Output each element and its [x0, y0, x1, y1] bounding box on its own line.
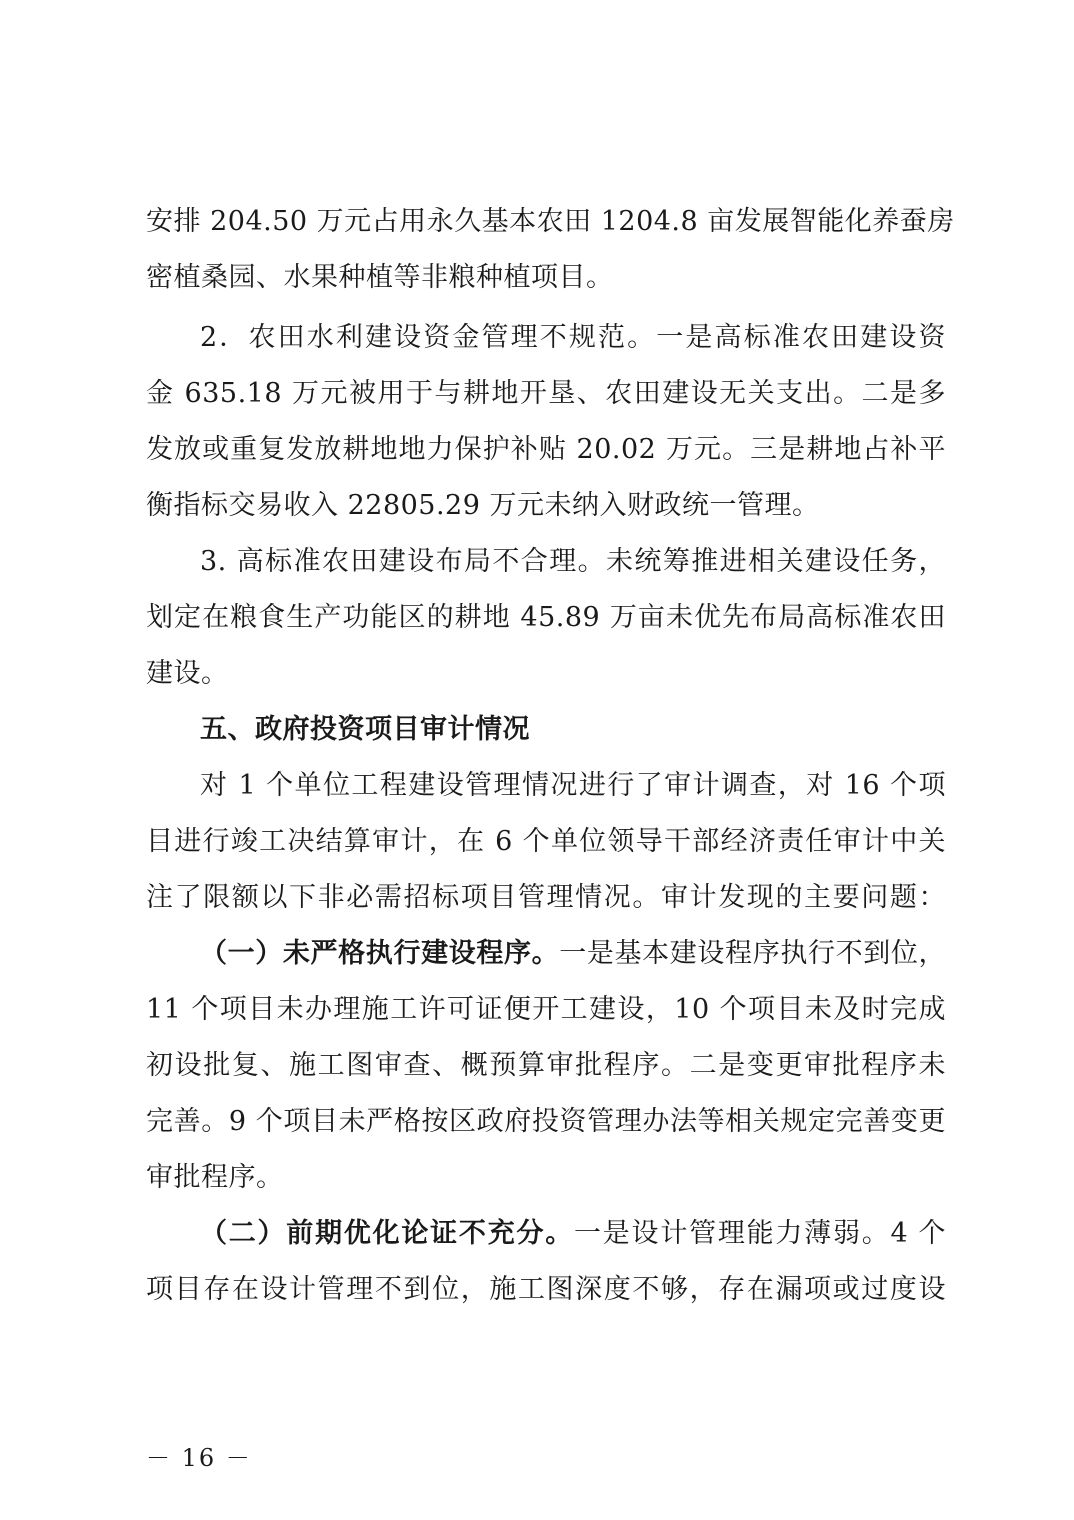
subheading-text: （二）前期优化论证不充分。 — [200, 1218, 575, 1249]
body-text-line: 密植桑园、水果种植等非粮种植项目。 — [146, 262, 614, 293]
body-text-segment: 一是设计管理能力薄弱。4 个 — [574, 1218, 947, 1249]
page-number: － 16 － — [146, 1444, 252, 1472]
section-heading: 五、政府投资项目审计情况 — [200, 714, 530, 745]
body-text-line: 项目存在设计管理不到位，施工图深度不够，存在漏项或过度设 — [146, 1274, 946, 1305]
subheading-text: （一）未严格执行建设程序。 — [200, 938, 560, 969]
body-text-line: 衡指标交易收入 22805.29 万元未纳入财政统一管理。 — [146, 490, 820, 521]
body-text-line: 11 个项目未办理施工许可证便开工建设，10 个项目未及时完成 — [146, 994, 946, 1025]
body-text-line: 初设批复、施工图审查、概预算审批程序。二是变更审批程序未 — [146, 1050, 946, 1081]
body-text-line: 3. 高标准农田建设布局不合理。未统筹推进相关建设任务， — [200, 546, 946, 577]
body-text-line: 安排 204.50 万元占用永久基本农田 1204.8 亩发展智能化养蚕房 — [146, 206, 955, 237]
subheading-paragraph-line — [200, 1206, 946, 1262]
body-text-line: 划定在粮食生产功能区的耕地 45.89 万亩未优先布局高标准农田 — [146, 602, 946, 633]
body-text-line: 2．农田水利建设资金管理不规范。一是高标准农田建设资 — [200, 322, 946, 353]
body-text-segment: 一是基本建设程序执行不到位， — [559, 938, 946, 969]
body-text-line: 注了限额以下非必需招标项目管理情况。审计发现的主要问题： — [146, 882, 946, 913]
body-text-line: 发放或重复发放耕地地力保护补贴 20.02 万元。三是耕地占补平 — [146, 434, 946, 465]
body-text-line: 完善。9 个项目未严格按区政府投资管理办法等相关规定完善变更 — [146, 1106, 946, 1137]
body-text-line: 金 635.18 万元被用于与耕地开垦、农田建设无关支出。二是多 — [146, 378, 946, 409]
subheading-paragraph-line — [200, 926, 946, 982]
body-text-line: 建设。 — [146, 658, 229, 689]
body-text-line: 对 1 个单位工程建设管理情况进行了审计调查，对 16 个项 — [200, 770, 946, 801]
body-text-line: 审批程序。 — [146, 1162, 284, 1193]
body-text-line: 目进行竣工决结算审计，在 6 个单位领导干部经济责任审计中关 — [146, 826, 946, 857]
